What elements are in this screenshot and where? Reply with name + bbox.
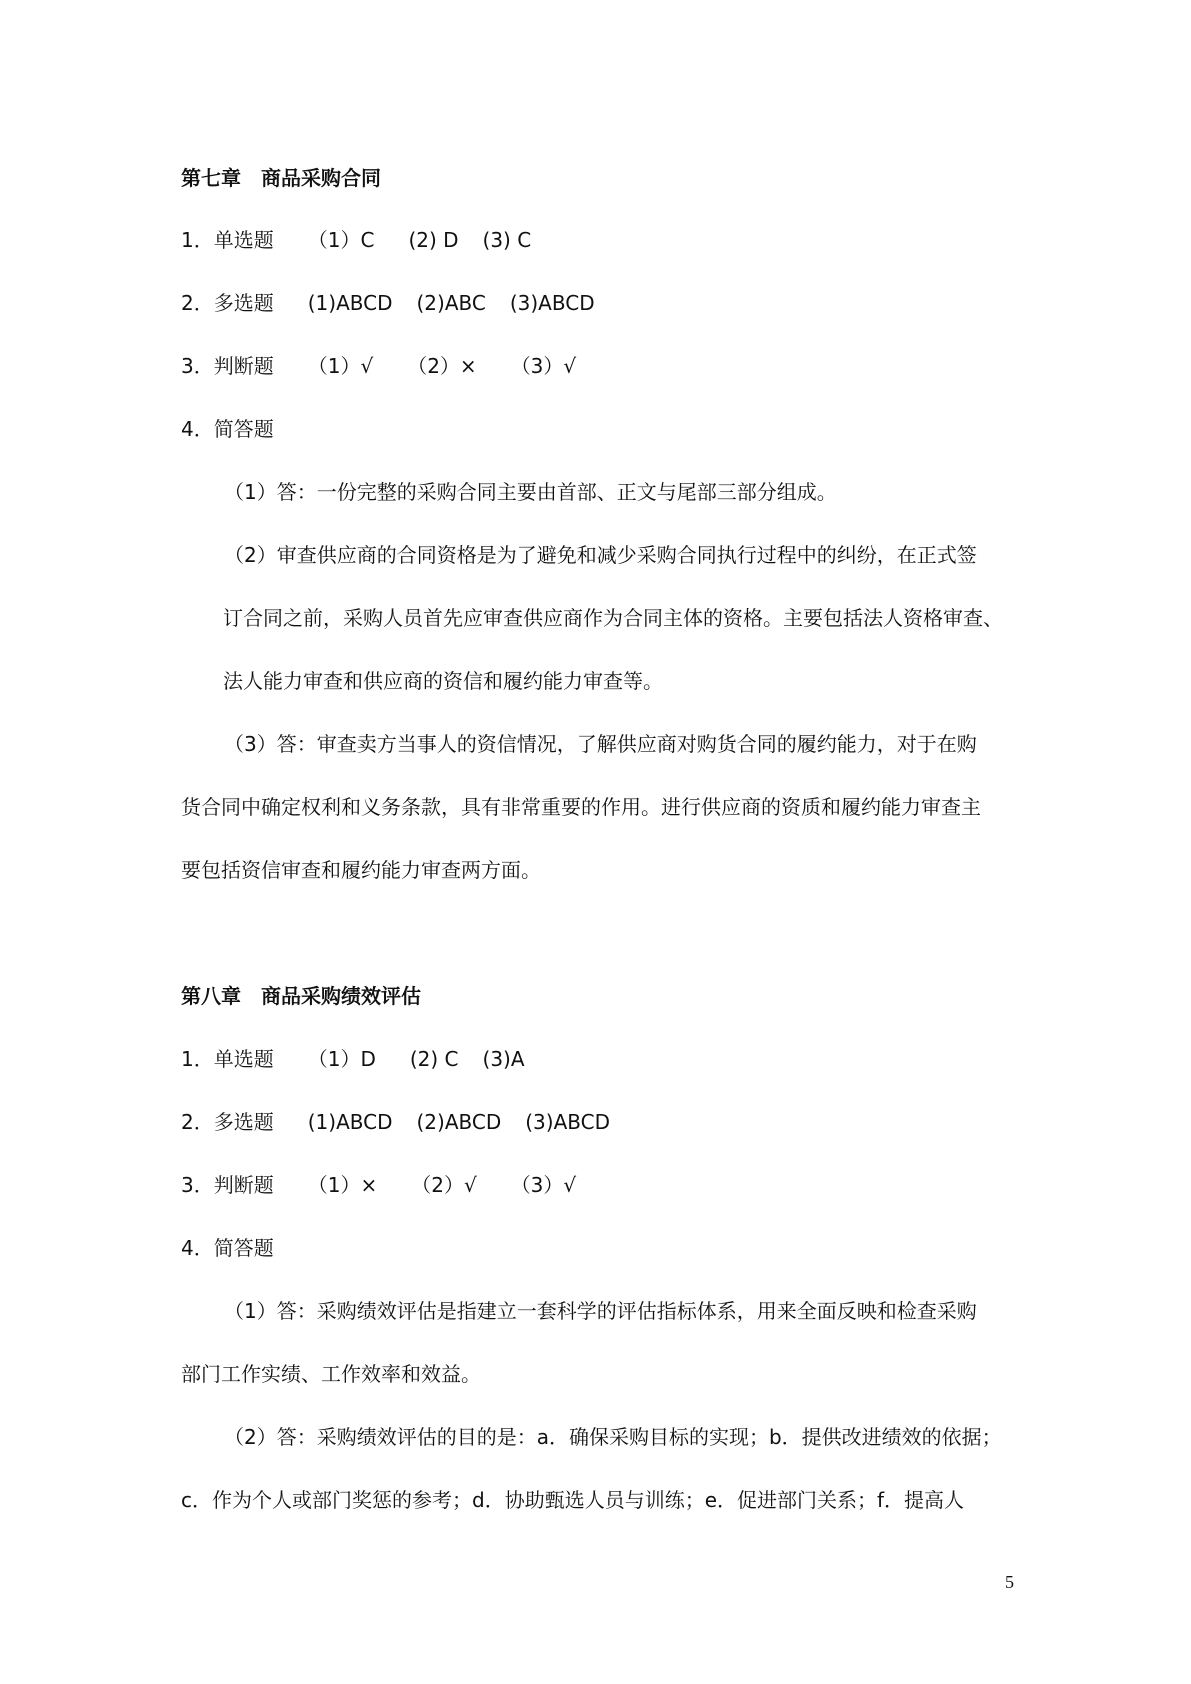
ch7-q3-a1: （1）√ <box>307 354 374 378</box>
ch7-q4-p2-line1: （2）审查供应商的合同资格是为了避免和减少采购合同执行过程中的纠纷，在正式签 <box>224 543 977 567</box>
ch8-q4-p2-line2: c．作为个人或部门奖惩的参考；d．协助甄选人员与训练；e．促进部门关系；f．提高人 <box>181 1488 965 1512</box>
ch8-q1-row <box>181 1045 525 1073</box>
ch8-q3-label: 3．判断题 <box>181 1173 274 1197</box>
ch7-q3-row <box>181 352 576 380</box>
ch7-q2-a3: (3)ABCD <box>509 291 595 315</box>
ch8-q3-a3: （3）√ <box>510 1173 577 1197</box>
ch8-q1-a3: (3)A <box>482 1047 525 1071</box>
ch7-q2-a1: (1)ABCD <box>307 291 393 315</box>
ch8-q4-p1-line2: 部门工作实绩、工作效率和效益。 <box>181 1362 481 1386</box>
ch7-q4-p2-line2: 订合同之前，采购人员首先应审查供应商作为合同主体的资格。主要包括法人资格审查、 <box>223 606 1003 630</box>
ch7-q4-p3-line1: （3）答：审查卖方当事人的资信情况，了解供应商对购货合同的履约能力，对于在购 <box>224 732 977 756</box>
ch7-q3-a3: （3）√ <box>510 354 577 378</box>
ch7-q2-label: 2．多选题 <box>181 291 274 315</box>
chapter7-title: 第七章 商品采购合同 <box>181 166 381 190</box>
ch7-q4-p3-line2: 货合同中确定权利和义务条款，具有非常重要的作用。进行供应商的资质和履约能力审查主 <box>181 795 981 819</box>
ch7-q4-label: 4．简答题 <box>181 417 274 441</box>
ch8-q2-row <box>181 1108 610 1136</box>
ch8-q3-row <box>181 1171 576 1199</box>
ch7-q4-p1: （1）答：一份完整的采购合同主要由首部、正文与尾部三部分组成。 <box>224 480 837 504</box>
ch7-q3-a2: （2）× <box>407 354 477 378</box>
ch8-q2-a3: (3)ABCD <box>525 1110 610 1134</box>
ch7-q1-a3: (3) C <box>482 228 532 252</box>
ch8-q1-label: 1．单选题 <box>181 1047 274 1071</box>
ch8-q1-a1: （1）D <box>307 1047 376 1071</box>
ch8-q2-a2: (2)ABCD <box>416 1110 502 1134</box>
ch7-q1-label: 1．单选题 <box>181 228 274 252</box>
ch8-q2-a1: (1)ABCD <box>307 1110 393 1134</box>
ch8-q4-p1-line1: （1）答：采购绩效评估是指建立一套科学的评估指标体系，用来全面反映和检查采购 <box>224 1299 977 1323</box>
ch7-q1-a2: (2) D <box>408 228 459 252</box>
ch7-q4-p2-line3: 法人能力审查和供应商的资信和履约能力审查等。 <box>223 669 663 693</box>
ch8-q3-a2: （2）√ <box>411 1173 477 1197</box>
ch7-q1-a1: （1）C <box>307 228 375 252</box>
ch7-q1-row <box>181 226 531 254</box>
ch8-q4-label: 4．简答题 <box>181 1236 274 1260</box>
ch8-q1-a2: (2) C <box>409 1047 459 1071</box>
ch8-q2-label: 2．多选题 <box>181 1110 274 1134</box>
ch7-q2-row <box>181 289 595 317</box>
ch7-q3-label: 3．判断题 <box>181 354 274 378</box>
ch8-q3-a1: （1）× <box>307 1173 378 1197</box>
ch8-q4-p2-line1: （2）答：采购绩效评估的目的是：a．确保采购目标的实现；b．提供改进绩效的依据； <box>224 1425 1002 1449</box>
page-number: 5 <box>1005 1572 1014 1592</box>
ch7-q4-p3-line3: 要包括资信审查和履约能力审查两方面。 <box>181 858 541 882</box>
chapter8-title: 第八章 商品采购绩效评估 <box>181 984 421 1008</box>
ch7-q2-a2: (2)ABC <box>416 291 486 315</box>
